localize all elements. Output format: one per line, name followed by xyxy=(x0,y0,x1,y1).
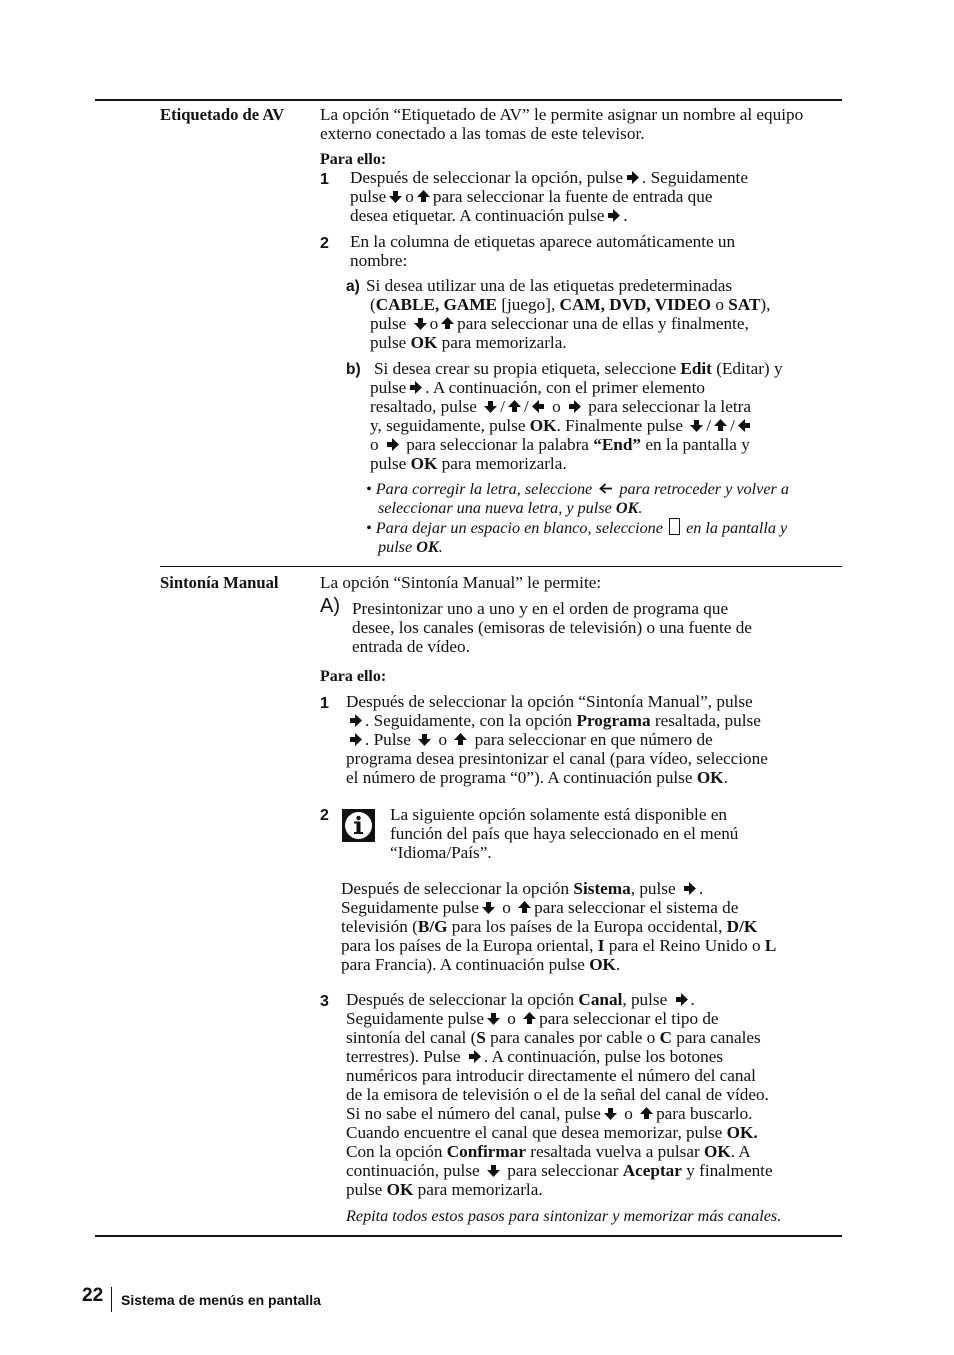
sec2-option-A: Presintonizar uno a uno y en el orden de programa que desee, los canales (emisoras de televisión) o una fuente de entrada de vídeo. xyxy=(352,599,752,656)
sec2-note: La siguiente opción solamente está disponible en función del país que haya seleccionado en el menú “Idioma/País”. xyxy=(390,805,739,862)
footer-title: Sistema de menús en pantalla xyxy=(121,1292,321,1308)
section-divider xyxy=(160,566,842,567)
arrow-right-icon xyxy=(674,992,689,1007)
arrow-right-icon xyxy=(385,437,400,452)
arrow-left-icon xyxy=(737,418,752,433)
arrow-right-icon xyxy=(606,208,621,223)
arrow-down-icon xyxy=(417,732,432,747)
footer-divider xyxy=(111,1287,112,1312)
sec2-intro: La opción “Sintonía Manual” le permite: xyxy=(320,573,602,592)
sec1-para-ello: Para ello: xyxy=(320,151,387,168)
arrow-right-icon xyxy=(467,1049,482,1064)
back-arrow-icon xyxy=(598,481,613,496)
blank-space-icon xyxy=(669,518,680,535)
arrow-up-icon xyxy=(453,732,468,747)
top-rule xyxy=(95,99,842,101)
arrow-up-icon xyxy=(639,1106,654,1121)
sec1-option-a: Si desea utilizar una de las etiquetas predeterminadas (CABLE, GAME [juego], CAM, DVD, VIDEO o SAT), pulse o para seleccionar una de ellas y finalmente, pulse OK para memorizarla. xyxy=(366,276,771,352)
arrow-right-icon xyxy=(682,881,697,896)
section-label-sintonia-manual: Sintonía Manual xyxy=(160,573,279,592)
bottom-rule xyxy=(95,1235,842,1237)
info-icon xyxy=(342,809,375,842)
sec1-option-b: Si desea crear su propia etiqueta, seleccione Edit (Editar) y pulse . A continuación, con el primer elemento resaltado, pulse / / o para seleccionar la letra y, seguidamente, pulse OK. Finalmente pulse / / o para seleccionar la palabra “End” en la pantalla y pulse OK para memorizarla. xyxy=(370,359,783,473)
step-number: 2 xyxy=(320,807,329,824)
arrow-down-icon xyxy=(388,189,403,204)
arrow-down-icon xyxy=(603,1106,618,1121)
section-label-etiquetado: Etiquetado de AV xyxy=(160,105,285,124)
arrow-right-icon xyxy=(625,170,640,185)
page-number: 22 xyxy=(82,1285,104,1306)
step-number: 1 xyxy=(320,695,329,712)
sec2-step3: Después de seleccionar la opción Canal, pulse . Seguidamente pulse o para seleccionar el tipo de sintonía del canal (S para canales por cable o C para canales terrestres). Pulse . A continuación, pulse los botones numéricos para introducir directamente el número del canal de la emisora de televisión o el de la señal del canal de vídeo. Si no sabe el número del canal, pulse o para buscarlo. Cuando encuentre el canal que desea memorizar, pulse OK. Con la opción Confirmar resaltada vuelva a pulsar OK. A continuación, pulse para seleccionar Aceptar y finalmente pulse OK para memorizarla. xyxy=(346,990,773,1199)
arrow-down-icon xyxy=(486,1163,501,1178)
arrow-down-icon xyxy=(481,900,496,915)
sec2-repeat-note: Repita todos estos pasos para sintonizar y memorizar más canales. xyxy=(346,1207,782,1225)
arrow-down-icon xyxy=(689,418,704,433)
arrow-down-icon xyxy=(413,316,428,331)
sub-label-a: a) xyxy=(346,278,360,295)
arrow-right-icon xyxy=(348,713,363,728)
arrow-up-icon xyxy=(713,418,728,433)
sub-label-A: A) xyxy=(320,595,340,617)
arrow-up-icon xyxy=(522,1011,537,1026)
sec1-step1: Después de seleccionar la opción, pulse . Seguidamente pulse o para seleccionar la fuente de entrada que desea etiquetar. A continuación pulse . xyxy=(350,168,748,225)
arrow-up-icon xyxy=(440,316,455,331)
arrow-down-icon xyxy=(486,1011,501,1026)
arrow-up-icon xyxy=(517,900,532,915)
arrow-down-icon xyxy=(483,399,498,414)
sec2-step2: Después de seleccionar la opción Sistema, pulse . Seguidamente pulse o para seleccionar el sistema de televisión (B/G para los países de la Europa occidental, D/K para los países de la Europa oriental, I para el Reino Unido o L para Francia). A continuación pulse OK. xyxy=(341,879,777,974)
arrow-right-icon xyxy=(348,732,363,747)
sec2-para-ello: Para ello: xyxy=(320,668,387,685)
arrow-up-icon xyxy=(416,189,431,204)
sec1-step2: En la columna de etiquetas aparece automáticamente un nombre: xyxy=(350,232,736,270)
sec2-step1: Después de seleccionar la opción “Sintonía Manual”, pulse . Seguidamente, con la opción Programa resaltada, pulse . Pulse o para seleccionar en que número de programa desea presintonizar el canal (para vídeo, seleccione el número de programa “0”). A continuación pulse OK. xyxy=(346,692,768,787)
arrow-right-icon xyxy=(567,399,582,414)
arrow-right-icon xyxy=(408,380,423,395)
sec1-intro: La opción “Etiquetado de AV” le permite asignar un nombre al equipo externo conectado a las tomas de este televisor. xyxy=(320,105,804,143)
sec1-bullets: • Para corregir la letra, seleccione para retroceder y volver a seleccionar una nueva letra, y pulse OK. • Para dejar un espacio en blanco, seleccione en la pantalla y pulse OK. xyxy=(366,480,789,556)
arrow-up-icon xyxy=(507,399,522,414)
arrow-left-icon xyxy=(531,399,546,414)
step-number: 1 xyxy=(320,171,329,188)
step-number: 3 xyxy=(320,993,329,1010)
sub-label-b: b) xyxy=(346,361,361,378)
step-number: 2 xyxy=(320,235,329,252)
